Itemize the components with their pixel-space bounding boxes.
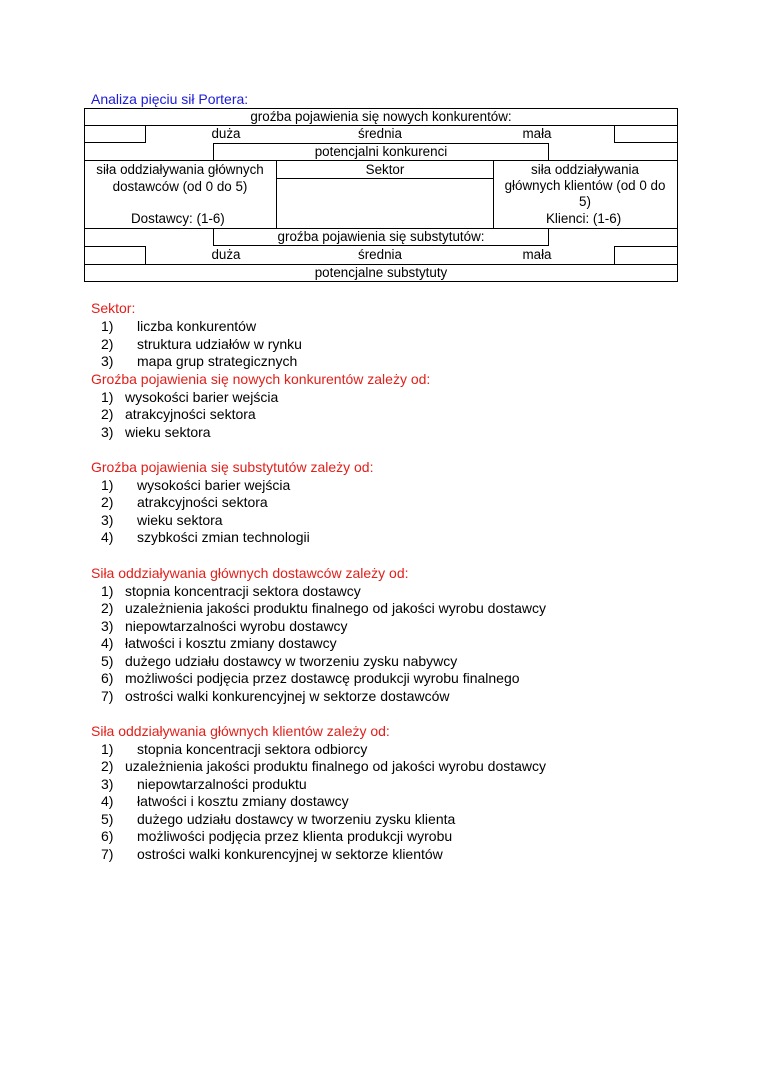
page-title: Analiza pięciu sił Portera:: [91, 91, 249, 107]
list-text: mapa grup strategicznych: [137, 353, 298, 369]
list-number: 6): [101, 670, 114, 686]
frame-line: [84, 142, 146, 143]
top-level-high: duża: [211, 126, 241, 141]
potential-competitors: potencjalni konkurenci: [314, 144, 448, 159]
list-text: wysokości barier wejścia: [137, 477, 291, 493]
list-text: wieku sektora: [125, 424, 211, 440]
list-text: możliwości podjęcia przez dostawcę produkcji wyrobu finalnego: [125, 670, 520, 686]
section-heading-new-entrants: Groźba pojawienia się nowych konkurentów zależy od:: [91, 371, 431, 387]
section-heading-sector: Sektor:: [91, 300, 136, 316]
list-text: łatwości i kosztu zmiany dostawcy: [137, 793, 349, 809]
list-number: 3): [101, 776, 114, 792]
frame-line: [614, 246, 678, 247]
frame-line: [614, 142, 678, 143]
list-number: 3): [101, 618, 114, 634]
sector-label: Sektor: [365, 162, 405, 177]
top-level-low: mała: [522, 126, 552, 141]
customers-scale: Klienci: (1-6): [546, 211, 622, 226]
frame-line: [677, 108, 678, 282]
list-number: 5): [101, 811, 114, 827]
list-number: 5): [101, 653, 114, 669]
list-text: atrakcyjności sektora: [125, 406, 256, 422]
list-text: stopnia koncentracji sektora dostawcy: [125, 583, 361, 599]
section-heading-supplier-power: Siła oddziaływania głównych dostawców zależy od:: [91, 565, 409, 581]
list-text: liczba konkurentów: [137, 318, 257, 334]
list-text: atrakcyjności sektora: [137, 494, 268, 510]
section-heading-substitutes: Groźba pojawienia się substytutów zależy od:: [91, 459, 374, 475]
list-text: wieku sektora: [137, 512, 223, 528]
list-number: 7): [101, 846, 114, 862]
list-number: 1): [101, 583, 114, 599]
list-text: ostrości walki konkurencyjnej w sektorze klientów: [137, 846, 443, 862]
frame-line: [614, 246, 615, 264]
customer-power-line-1: siła oddziaływania: [531, 162, 639, 177]
bottom-level-medium: średnia: [358, 247, 402, 262]
list-number: 7): [101, 688, 114, 704]
list-text: dużego udziału dostawcy w tworzeniu zysku nabywcy: [125, 653, 458, 669]
list-text: stopnia koncentracji sektora odbiorcy: [137, 741, 368, 757]
frame-line: [614, 125, 615, 143]
list-text: niepowtarzalności produktu: [137, 776, 307, 792]
customer-power-line-2: głównych klientów (od 0 do: [504, 178, 666, 193]
list-text: wysokości barier wejścia: [125, 389, 279, 405]
list-number: 1): [101, 389, 114, 405]
list-text: struktura udziałów w rynku: [137, 336, 302, 352]
suppliers-scale: Dostawcy: (1-6): [131, 211, 225, 226]
list-number: 4): [101, 529, 114, 545]
list-text: szybkości zmian technologii: [137, 529, 310, 545]
list-number: 3): [101, 353, 114, 369]
bottom-level-high: duża: [211, 247, 241, 262]
list-number: 6): [101, 828, 114, 844]
list-text: dużego udziału dostawcy w tworzeniu zysku klienta: [137, 811, 456, 827]
list-number: 4): [101, 635, 114, 651]
list-text: niepowtarzalności wyrobu dostawcy: [125, 618, 348, 634]
list-text: możliwości podjęcia przez klienta produkcji wyrobu: [137, 828, 453, 844]
frame-line: [84, 246, 146, 247]
frame-line: [84, 108, 85, 282]
list-number: 4): [101, 793, 114, 809]
potential-substitutes: potencjalne substytuty: [314, 265, 448, 280]
list-number: 1): [101, 741, 114, 757]
list-number: 2): [101, 600, 114, 616]
list-number: 2): [101, 406, 114, 422]
list-number: 3): [101, 424, 114, 440]
list-text: uzależnienia jakości produktu finalnego od jakości wyrobu dostawcy: [125, 600, 547, 616]
frame-line: [145, 246, 146, 264]
top-level-medium: średnia: [358, 126, 402, 141]
list-number: 2): [101, 336, 114, 352]
bottom-level-low: mała: [522, 247, 552, 262]
new-entrants-threat: groźba pojawienia się nowych konkurentów:: [250, 109, 512, 124]
list-text: łatwości i kosztu zmiany dostawcy: [125, 635, 337, 651]
list-text: uzależnienia jakości produktu finalnego od jakości wyrobu dostawcy: [125, 758, 547, 774]
list-number: 2): [101, 758, 114, 774]
section-heading-customer-power: Siła oddziaływania głównych klientów zależy od:: [91, 723, 390, 739]
list-text: ostrości walki konkurencyjnej w sektorze dostawców: [125, 688, 450, 704]
substitutes-threat: groźba pojawienia się substytutów:: [277, 229, 485, 244]
supplier-power: siła oddziaływania głównych dostawców (od 0 do 5): [96, 162, 264, 194]
customer-power-line-3: 5): [579, 194, 591, 209]
list-number: 1): [101, 477, 114, 493]
list-number: 3): [101, 512, 114, 528]
list-number: 1): [101, 318, 114, 334]
list-number: 2): [101, 494, 114, 510]
frame-line: [145, 125, 146, 143]
